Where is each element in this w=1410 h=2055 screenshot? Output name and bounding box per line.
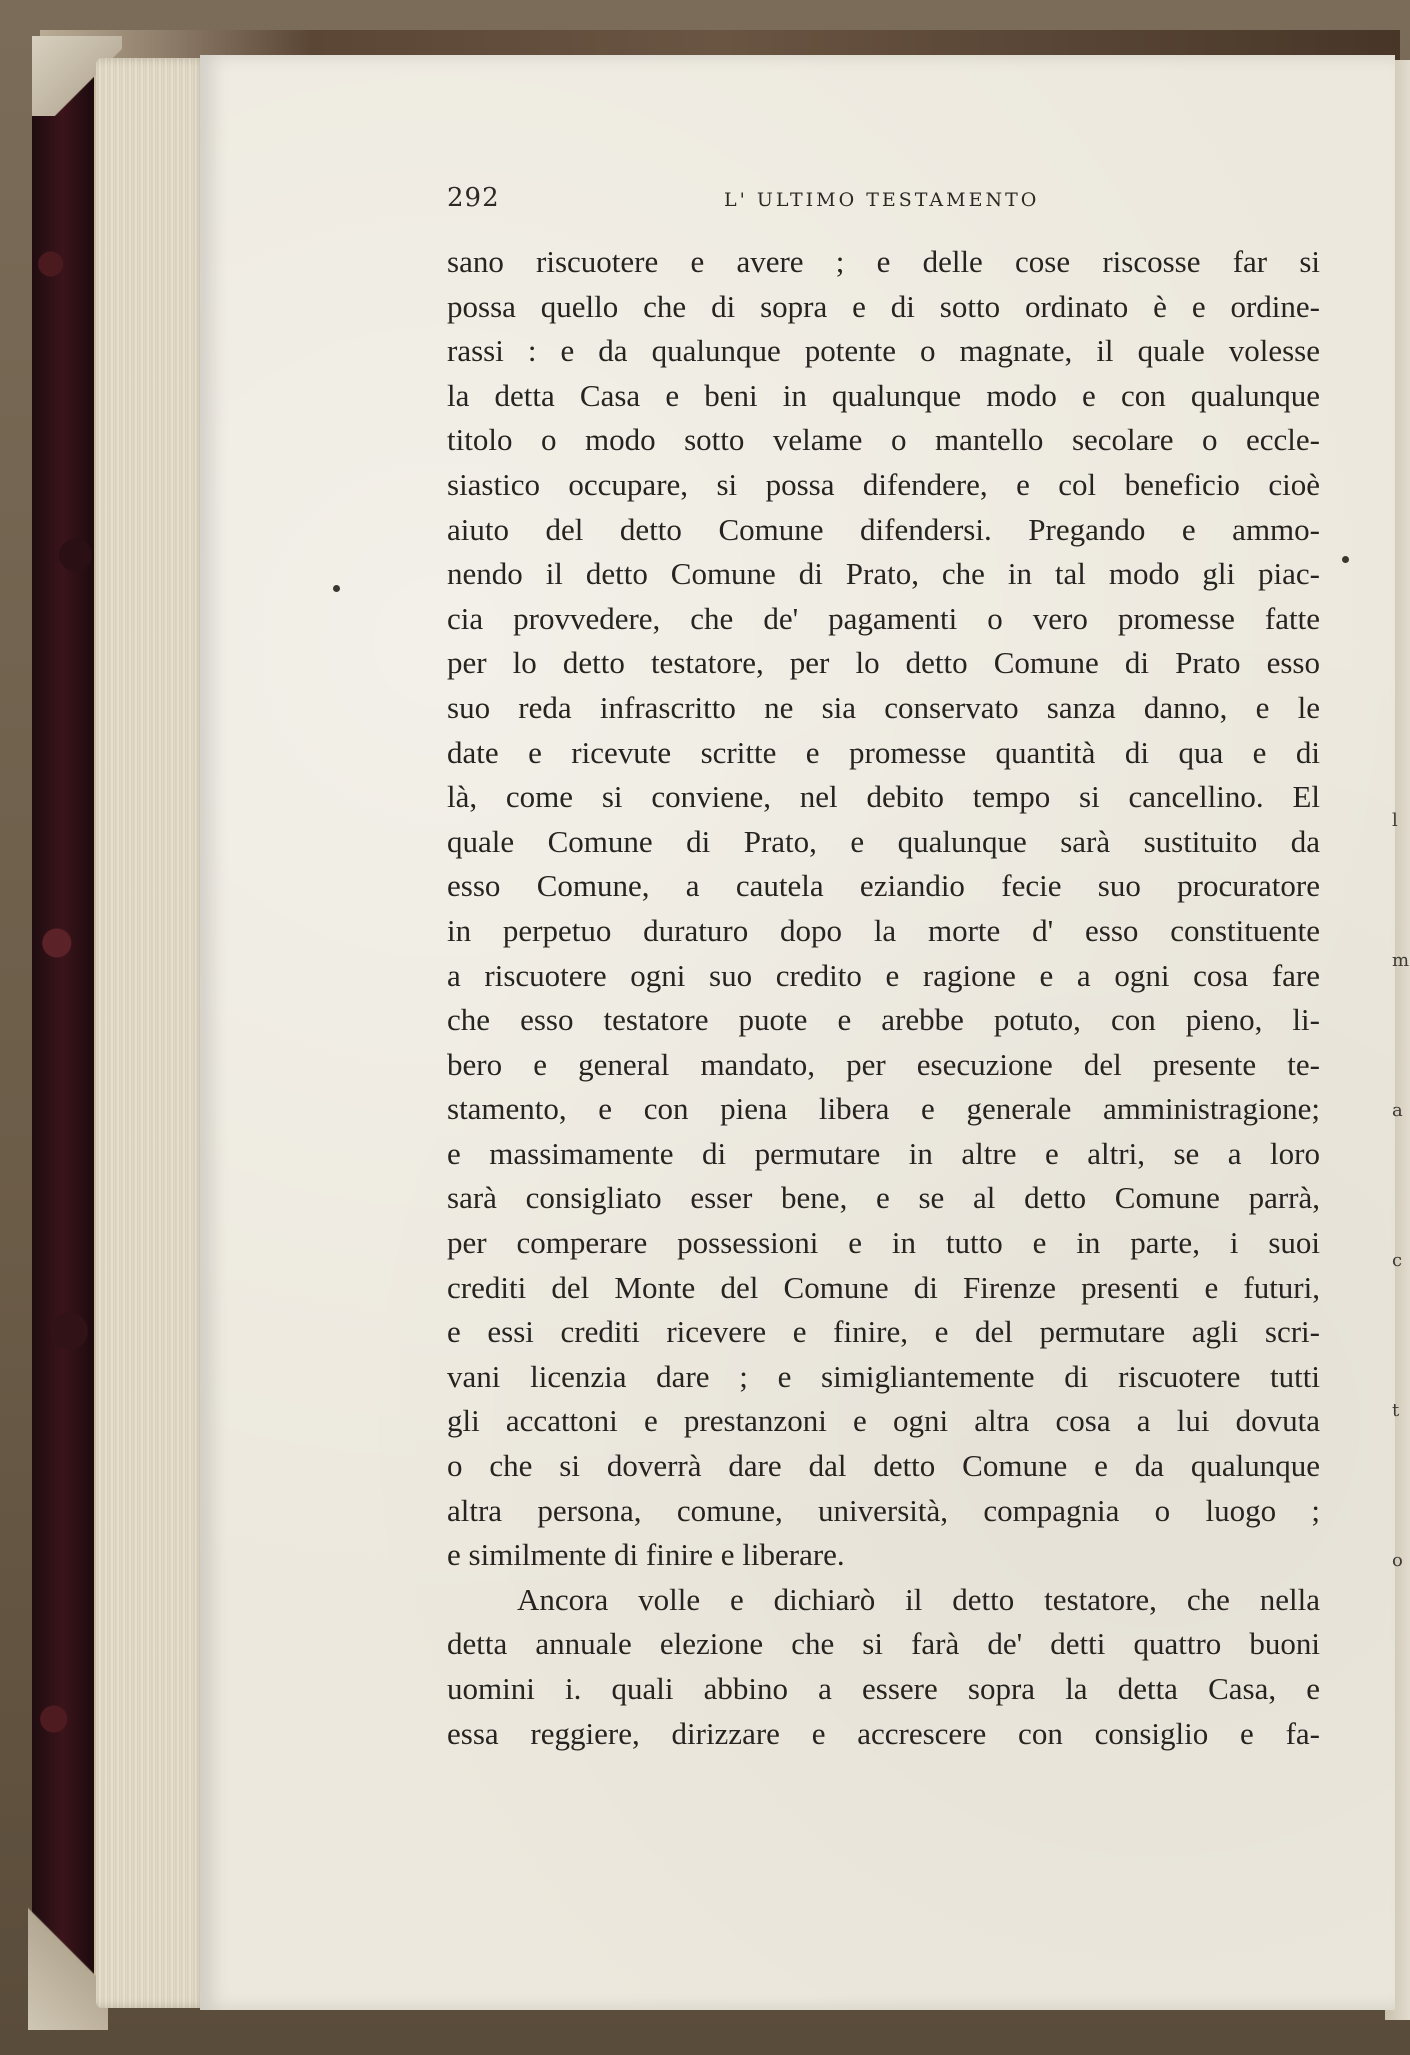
text-line: aiuto del detto Comune difendersi. Pregando e ammo- xyxy=(447,511,1320,547)
ink-speck xyxy=(333,585,340,592)
text-line: in perpetuo duraturo dopo la morte d' esso constituente xyxy=(447,912,1320,948)
facing-page-fragment: a xyxy=(1392,1100,1403,1121)
text-line: a riscuotere ogni suo credito e ragione e a ogni cosa fare xyxy=(447,957,1320,993)
text-line: cia provvedere, che de' pagamenti o vero promesse fatte xyxy=(447,600,1320,636)
ink-speck xyxy=(1342,556,1349,563)
page-block-edges xyxy=(96,58,208,2008)
text-line: esso Comune, a cautela eziandio fecie suo procuratore xyxy=(447,868,1320,904)
paragraph-start-line: Ancora volle e dichiarò il detto testatore, che nella xyxy=(517,1581,1320,1617)
text-line: stamento, e con piena libera e generale amministragione; xyxy=(447,1091,1320,1127)
running-title: L' ULTIMO TESTAMENTO xyxy=(724,189,1040,211)
text-line: o che si doverrà dare dal detto Comune e da qualunque xyxy=(447,1448,1320,1484)
text-line: essa reggiere, dirizzare e accrescere con consiglio e fa- xyxy=(447,1715,1320,1751)
text-line: rassi : e da qualunque potente o magnate, il quale volesse xyxy=(447,333,1320,369)
text-line: là, come si conviene, nel debito tempo si cancellino. El xyxy=(447,779,1320,815)
page-number: 292 xyxy=(447,183,500,213)
text-line: e massimamente di permutare in altre e altri, se a loro xyxy=(447,1135,1320,1171)
text-line: altra persona, comune, università, compagnia o luogo ; xyxy=(447,1492,1320,1528)
page-header xyxy=(447,183,1317,223)
text-line: la detta Casa e beni in qualunque modo e con qualunque xyxy=(447,377,1320,413)
text-line: titolo o modo sotto velame o mantello secolare o eccle- xyxy=(447,422,1320,458)
text-line: per comperare possessioni e in tutto e in parte, i suoi xyxy=(447,1225,1320,1261)
text-line: nendo il detto Comune di Prato, che in tal modo gli piac- xyxy=(447,556,1320,592)
text-line: siastico occupare, si possa difendere, e col beneficio cioè xyxy=(447,466,1320,502)
text-line: e essi crediti ricevere e finire, e del permutare agli scri- xyxy=(447,1314,1320,1350)
body-text xyxy=(447,240,1320,1756)
paragraph-end-line: e similmente di finire e liberare. xyxy=(447,1537,845,1573)
text-line: crediti del Monte del Comune di Firenze presenti e futuri, xyxy=(447,1269,1320,1305)
text-line: gli accattoni e prestanzoni e ogni altra cosa a lui dovuta xyxy=(447,1403,1320,1439)
text-line: sarà consigliato esser bene, e se al detto Comune parrà, xyxy=(447,1180,1320,1216)
text-line: date e ricevute scritte e promesse quantità di qua e di xyxy=(447,734,1320,770)
text-line: che esso testatore puote e arebbe potuto, con pieno, li- xyxy=(447,1002,1320,1038)
text-line: possa quello che di sopra e di sotto ordinato è e ordine- xyxy=(447,288,1320,324)
text-line: detta annuale elezione che si farà de' detti quattro buoni xyxy=(447,1626,1320,1662)
facing-page-fragment: o xyxy=(1392,1550,1403,1571)
text-line: uomini i. quali abbino a essere sopra la detta Casa, e xyxy=(447,1671,1320,1706)
facing-page-fragment: t xyxy=(1392,1400,1400,1421)
text-line: per lo detto testatore, per lo detto Comune di Prato esso xyxy=(447,645,1320,681)
text-line: vani licenzia dare ; e simigliantemente di riscuotere tutti xyxy=(447,1358,1320,1394)
facing-page-fragment: l xyxy=(1392,810,1398,831)
text-line: sano riscuotere e avere ; e delle cose riscosse far si xyxy=(447,244,1320,279)
facing-page-fragment: m xyxy=(1392,950,1410,971)
text-line: quale Comune di Prato, e qualunque sarà sustituito da xyxy=(447,823,1320,859)
text-line: suo reda infrascritto ne sia conservato sanza danno, e le xyxy=(447,689,1320,725)
text-line: bero e general mandato, per esecuzione del presente te- xyxy=(447,1046,1320,1082)
marbled-board xyxy=(32,70,98,2010)
facing-page-fragment: c xyxy=(1392,1250,1403,1271)
